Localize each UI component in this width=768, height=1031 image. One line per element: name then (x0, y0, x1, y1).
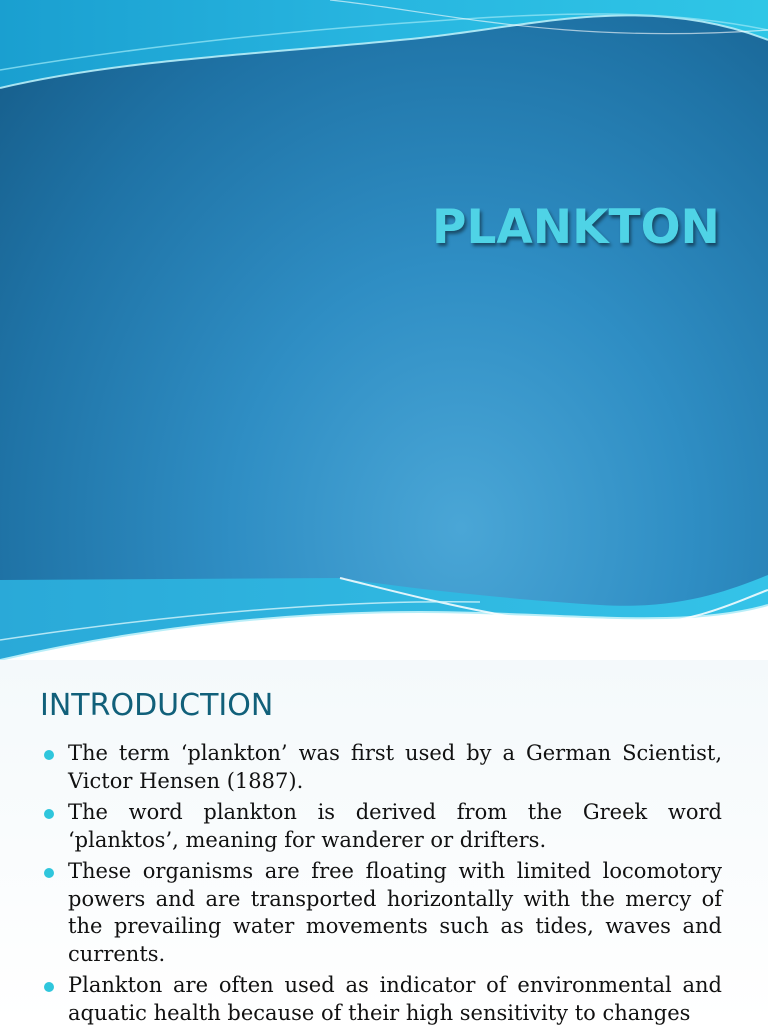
bullet-item (42, 972, 722, 1027)
bullet-text: Plankton are often used as indicator of environmental and aquatic health because of their high sensitivity to changes (68, 973, 722, 1025)
bullet-text: The word plankton is derived from the Greek word ‘planktos’, meaning for wanderer or drifters. (68, 800, 722, 852)
bullet-dot-icon (44, 868, 54, 878)
section-heading: INTRODUCTION (40, 688, 274, 723)
bullet-text: These organisms are free floating with limited locomotory powers and are transported horizontally with the mercy of the prevailing water movements such as tides, waves and currents. (68, 859, 722, 966)
bullet-list (42, 740, 722, 1031)
bullet-text: The term ‘plankton’ was first used by a German Scientist, Victor Hensen (1887). (68, 741, 722, 793)
introduction-slide (0, 660, 768, 1024)
bullet-dot-icon (44, 750, 54, 760)
bullet-item (42, 799, 722, 854)
slide-title: PLANKTON (432, 200, 720, 255)
bullet-dot-icon (44, 809, 54, 819)
bullet-item (42, 740, 722, 795)
bullet-item (42, 858, 722, 968)
bullet-dot-icon (44, 982, 54, 992)
